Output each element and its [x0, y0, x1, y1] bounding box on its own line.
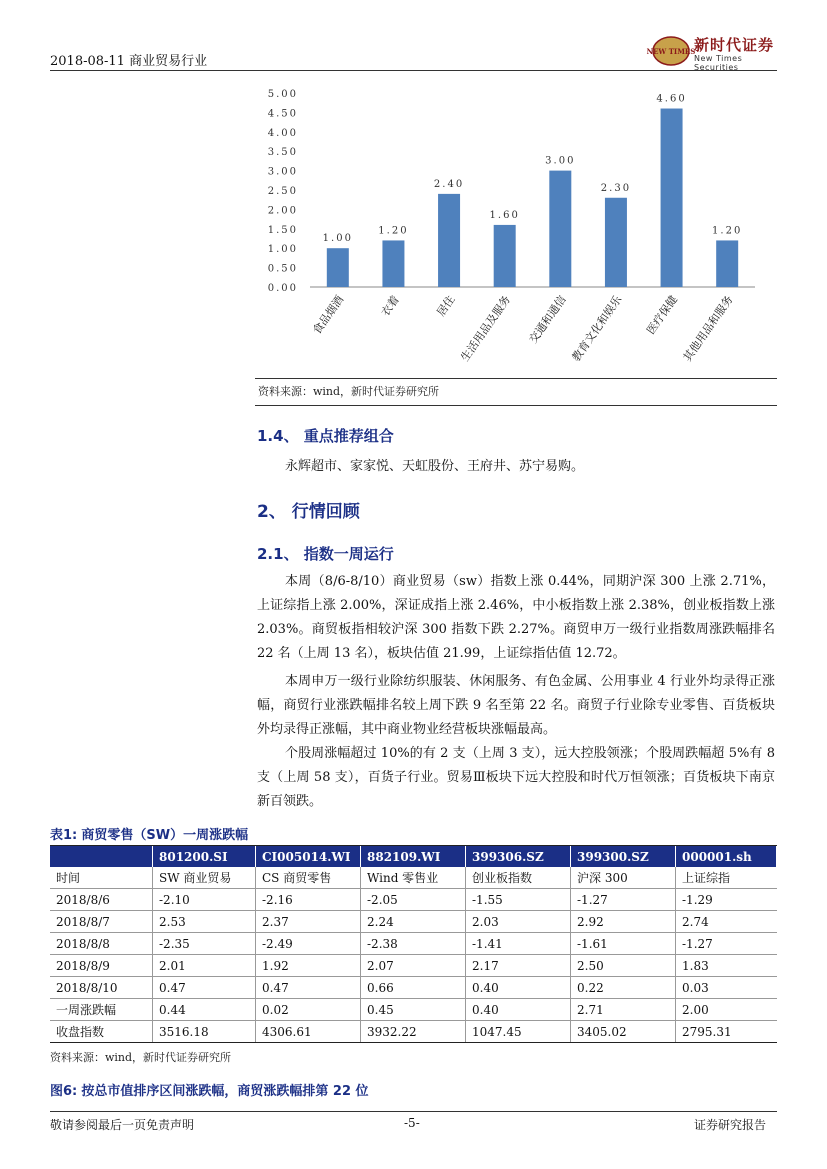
- table-cell: -1.27: [571, 889, 676, 911]
- y-tick-label: 5.00: [267, 89, 298, 100]
- cpi-bar-chart: [255, 80, 775, 380]
- table-cell: 2018/8/10: [50, 977, 153, 999]
- table-cell: 2018/8/8: [50, 933, 153, 955]
- table-cell: 2.50: [571, 955, 676, 977]
- bar-value-label: 2.40: [433, 178, 465, 190]
- y-tick-label: 3.50: [267, 147, 298, 159]
- table-cell: -2.05: [361, 889, 466, 911]
- weekly-change-table: [50, 846, 777, 1043]
- section-2-1-title: 2.1、 指数一周运行: [257, 545, 394, 563]
- bar-value-label: 1.20: [378, 225, 409, 237]
- table-cell: 1047.45: [466, 1021, 571, 1043]
- table-cell: 收盘指数: [50, 1021, 153, 1043]
- table-cell: 0.03: [676, 977, 777, 999]
- y-tick-label: 2.50: [267, 186, 298, 197]
- table-cell: 2.01: [153, 955, 256, 977]
- table-cell: 0.47: [153, 977, 256, 999]
- table-cell: -2.10: [153, 889, 256, 911]
- table-cell: Wind 零售业: [361, 867, 466, 889]
- table-cell: -1.55: [466, 889, 571, 911]
- bar: [549, 171, 571, 287]
- table-cell: 0.45: [361, 999, 466, 1021]
- table-cell: 2795.31: [676, 1021, 777, 1043]
- logo-main-text: 新时代证券: [694, 36, 775, 54]
- figure-6-label: 图6:: [50, 1084, 78, 1099]
- table-cell: 1.92: [256, 955, 361, 977]
- table-cell: 0.44: [153, 999, 256, 1021]
- x-tick-label: 其他用品和服务: [680, 293, 736, 364]
- table-header-cell: 399306.SZ: [466, 846, 571, 867]
- logo-sub-text: New Times Securities: [694, 54, 743, 72]
- table-cell: 0.22: [571, 977, 676, 999]
- bar: [605, 198, 627, 287]
- y-tick-label: 4.00: [267, 127, 298, 139]
- table-caption: [50, 824, 248, 843]
- section-2-title: 2、 行情回顾: [257, 502, 360, 522]
- bar: [327, 248, 349, 287]
- table-cell: 0.47: [256, 977, 361, 999]
- bar-value-label: 3.00: [545, 155, 576, 167]
- table-label: 表1:: [50, 828, 78, 843]
- table-cell: 2.74: [676, 911, 777, 933]
- footer-report-type: 证券研究报告: [694, 1118, 767, 1132]
- recommended-portfolio-text: 永辉超市、家家悦、天虹股份、王府井、苏宁易购。: [285, 459, 585, 474]
- paragraph-stock-movers: 个股周涨幅超过 10%的有 2 支（上周 3 支），远大控股领涨；个股周跌幅超 5%有 8 支（上周 58 支），百货子行业。贸易Ⅲ板块下远大控股和时代万恒领涨；百货板块下南京新百领跌。: [257, 746, 775, 809]
- y-tick-label: 0.00: [267, 283, 298, 294]
- table-cell: 1.83: [676, 955, 777, 977]
- table-cell: 2018/8/9: [50, 955, 153, 977]
- section-1-4-title: 1.4、 重点推荐组合: [257, 427, 394, 445]
- table-cell: 4306.61: [256, 1021, 361, 1043]
- table-cell: 3516.18: [153, 1021, 256, 1043]
- table-cell: CS 商贸零售: [256, 867, 361, 889]
- table-cell: -1.29: [676, 889, 777, 911]
- table-header-cell: 000001.sh: [676, 846, 777, 867]
- table-cell: 2.53: [153, 911, 256, 933]
- table-cell: 3932.22: [361, 1021, 466, 1043]
- logo-badge-icon: [646, 36, 696, 66]
- table-cell: -2.35: [153, 933, 256, 955]
- source-rule: [255, 405, 777, 406]
- table-cell: 0.40: [466, 977, 571, 999]
- bar-value-label: 1.00: [322, 233, 353, 245]
- paragraph-industry-ranking: 本周申万一级行业除纺织服装、休闲服务、有色金属、公用事业 4 行业外均录得正涨幅，商贸行业涨跌幅排名较上周下跌 9 名至第 22 名。商贸子行业除专业零售、百货板块外均录得正涨幅，其中商业物业经营板块涨幅最高。: [257, 674, 775, 737]
- table-header-cell: 801200.SI: [153, 846, 256, 867]
- chart-bottom-rule: [255, 378, 777, 379]
- bar-value-label: 1.60: [489, 209, 520, 221]
- table-cell: 上证综指: [676, 867, 777, 889]
- table-header-cell: CI005014.WI: [256, 846, 361, 867]
- table-cell: 2.24: [361, 911, 466, 933]
- table-cell: 2018/8/6: [50, 889, 153, 911]
- y-tick-label: 2.00: [267, 205, 298, 217]
- bar-value-label: 4.60: [656, 93, 687, 105]
- figure-6-caption: [50, 1080, 369, 1099]
- y-tick-label: 0.50: [267, 263, 298, 275]
- table-cell: 2.07: [361, 955, 466, 977]
- table-cell: 0.66: [361, 977, 466, 999]
- header-date-industry: 2018-08-11 商业贸易行业: [50, 54, 208, 69]
- x-tick-label: 衣着: [378, 293, 402, 319]
- table-cell: -1.61: [571, 933, 676, 955]
- table-cell: -2.38: [361, 933, 466, 955]
- table-cell: -2.49: [256, 933, 361, 955]
- table-cell: 沪深 300: [571, 867, 676, 889]
- x-tick-label: 医疗保健: [644, 293, 681, 337]
- table-row: [50, 911, 777, 933]
- table-cell: 2.17: [466, 955, 571, 977]
- table-source: 资料来源：wind，新时代证券研究所: [50, 1051, 232, 1064]
- table-cell: 3405.02: [571, 1021, 676, 1043]
- y-tick-label: 4.50: [267, 108, 298, 120]
- header-rule: [50, 70, 777, 71]
- table-row: [50, 999, 777, 1021]
- x-tick-label: 食品烟酒: [310, 293, 347, 337]
- bar: [382, 240, 404, 287]
- paragraph-index-weekly: 本周（8/6-8/10）商业贸易（sw）指数上涨 0.44%，同期沪深 300 上涨 2.71%，上证综指上涨 2.00%，深证成指上涨 2.46%，中小板指数上涨 2.38%，创业板指数上涨 2.03%。商贸板指相较沪深 300 指数下跌 2.27%。商贸申万一级行业指数周涨跌幅排名 22 名（上周 13 名），板块估值 21.99，上证综指估值 12.72。: [257, 574, 775, 661]
- table-row: [50, 955, 777, 977]
- table-cell: 创业板指数: [466, 867, 571, 889]
- table-cell: 2.92: [571, 911, 676, 933]
- table-title: 商贸零售（SW）一周涨跌幅: [81, 828, 249, 843]
- x-tick-label: 生活用品及服务: [458, 293, 514, 364]
- bar: [494, 225, 516, 287]
- table-row: [50, 933, 777, 955]
- y-tick-label: 1.00: [267, 244, 298, 256]
- footer-disclaimer: 敬请参阅最后一页免责声明: [50, 1118, 195, 1132]
- logo-badge-text: NEW TIMES: [646, 47, 696, 56]
- figure-6-title: 按总市值排序区间涨跌幅，商贸涨跌幅排第 22 位: [81, 1084, 369, 1099]
- table-header-cell: 399300.SZ: [571, 846, 676, 867]
- table-row: [50, 1021, 777, 1043]
- table-header-row: [50, 846, 777, 867]
- table-cell: 2.71: [571, 999, 676, 1021]
- table-row: [50, 977, 777, 999]
- table-cell: SW 商业贸易: [153, 867, 256, 889]
- bar: [438, 194, 460, 287]
- table-cell: 2018/8/7: [50, 911, 153, 933]
- y-tick-label: 1.50: [267, 224, 298, 236]
- y-tick-label: 3.00: [267, 166, 298, 178]
- table-cell: 2.00: [676, 999, 777, 1021]
- bar-value-label: 1.20: [712, 225, 743, 237]
- table-cell: 2.37: [256, 911, 361, 933]
- footer-rule: [50, 1111, 777, 1112]
- table-cell: 时间: [50, 867, 153, 889]
- table-cell: 2.03: [466, 911, 571, 933]
- table-cell: 0.40: [466, 999, 571, 1021]
- x-tick-label: 教育文化和娱乐: [569, 293, 625, 364]
- table-row: [50, 889, 777, 911]
- table-cell: 0.02: [256, 999, 361, 1021]
- page-number: -5-: [404, 1116, 420, 1130]
- table-cell: -2.16: [256, 889, 361, 911]
- x-tick-label: 交通和通信: [526, 293, 569, 346]
- bar-value-label: 2.30: [600, 182, 632, 194]
- table-cell: 一周涨跌幅: [50, 999, 153, 1021]
- bar: [716, 240, 738, 287]
- table-row: [50, 867, 777, 889]
- table-header-cell: 882109.WI: [361, 846, 466, 867]
- company-logo: [646, 34, 780, 72]
- table-header-cell: [50, 846, 153, 867]
- chart-source: 资料来源：wind，新时代证券研究所: [258, 385, 440, 398]
- x-tick-label: 居住: [434, 293, 458, 319]
- table-cell: -1.27: [676, 933, 777, 955]
- bar: [661, 109, 683, 287]
- table-cell: -1.41: [466, 933, 571, 955]
